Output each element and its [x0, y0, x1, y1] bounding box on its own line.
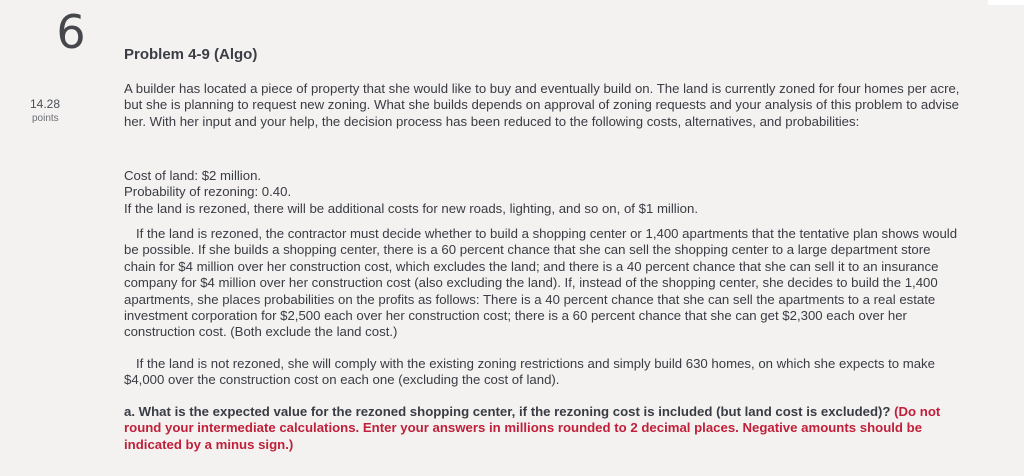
- facts-section: [124, 168, 960, 217]
- points-label: points: [32, 113, 59, 124]
- question-number: 6: [56, 5, 86, 59]
- fact-rezoning-probability: Probability of rezoning: 0.40.: [124, 184, 292, 200]
- not-rezoned-section: [124, 356, 960, 389]
- intro-paragraph: A builder has located a piece of property that she would like to buy and eventually build on. The land is currently zoned for four homes per acre, but she is planning to request new zoning. What she builds depends on approval of zoning requests and your analysis of this problem to advise her. With her input and your help, the decision process has been reduced to the following costs, alternatives, and probabilities:: [124, 81, 960, 129]
- not-rezoned-paragraph: If the land is not rezoned, she will comply with the existing zoning restrictions and simply build 630 homes, on which she expects to make $4,000 over the construction cost on each one (excluding the cost of land).: [124, 356, 935, 388]
- part-a-instruction: (Do not round your intermediate calculations. Enter your answers in millions rounded to 2 decimal places. Negative amounts should be indicated by a minus sign.): [124, 404, 941, 452]
- top-right-divider: [988, 0, 1024, 5]
- fact-additional-costs: If the land is rezoned, there will be additional costs for new roads, lighting, and so on, of $1 million.: [124, 200, 698, 216]
- question-sidebar: [0, 0, 110, 476]
- points-value: 14.28: [30, 97, 61, 111]
- rezoned-paragraph: If the land is rezoned, the contractor must decide whether to build a shopping center or 1,400 apartments that the tentative plan shows would be possible. If she builds a shopping center, there is a 60 percent chance that she can sell the shopping center to a large department store chain for $4 million over her construction cost, which excludes the land; and there is a 40 percent chance that she can sell it to an insurance company for $4 million over her construction cost (also excluding the land). If, instead of the shopping center, she decides to build the 1,400 apartments, she places probabilities on the profits as follows: There is a 40 percent chance that she can sell the apartments to a real estate investment corporation for $2,500 each over her construction cost; there is a 60 percent chance that she can get $2,300 each over her construction cost. (Both exclude the land cost.): [124, 226, 958, 340]
- fact-land-cost: Cost of land: $2 million.: [124, 168, 262, 183]
- rezoned-section: [124, 226, 960, 341]
- part-a-prompt: [124, 404, 960, 453]
- part-a-label: a.: [124, 404, 135, 419]
- problem-title: Problem 4-9 (Algo): [124, 46, 258, 63]
- part-a-question: What is the expected value for the rezoned shopping center, if the rezoning cost is included (but land cost is excluded)?: [138, 404, 891, 419]
- intro-section: [124, 81, 960, 130]
- part-a-section: [124, 404, 960, 453]
